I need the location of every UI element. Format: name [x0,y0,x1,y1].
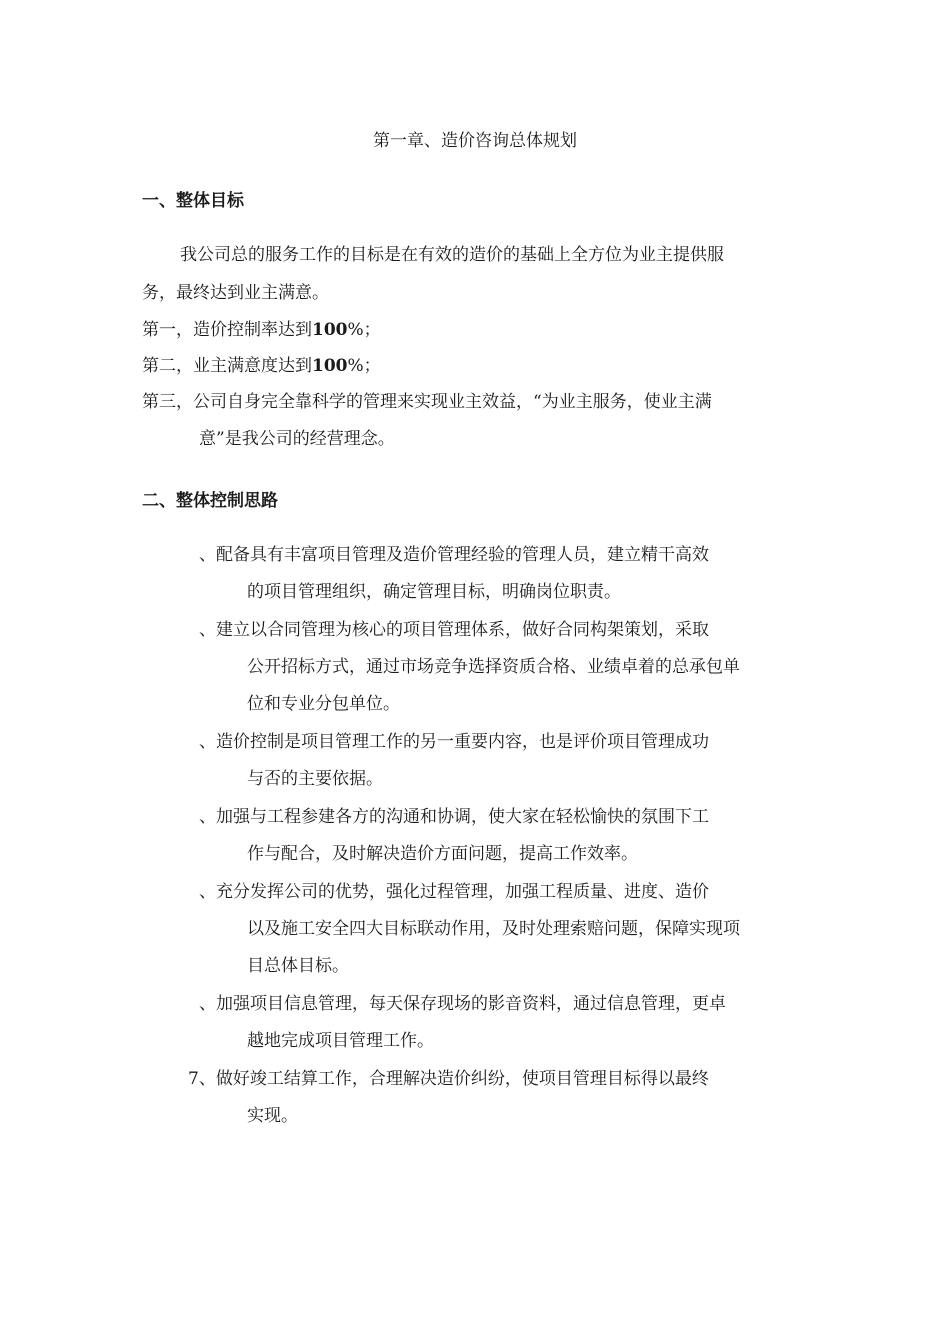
approach-item-7-line1: 7、做好竣工结算工作，合理解决造价纠纷，使项目管理目标得以最终 [188,1069,709,1089]
approach-item-1-line2: 的项目管理组织，确定管理目标，明确岗位职责。 [247,582,621,602]
approach-item-3-line1: 、造价控制是项目管理工作的另一重要内容，也是评价项目管理成功 [199,732,709,752]
goal-item-1-value: 100 [312,320,348,340]
goal-item-2-prefix: 第二，业主满意度达到 [142,356,312,376]
goal-item-1 [142,318,381,342]
approach-item-2-line1: 、建立以合同管理为核心的项目管理体系，做好合同构架策划，采取 [199,620,709,640]
approach-item-5-line1: 、充分发挥公司的优势，强化过程管理，加强工程质量、进度、造价 [199,882,709,902]
approach-item-7-line2: 实现。 [247,1106,298,1126]
approach-item-2-line3: 位和专业分包单位。 [247,694,400,714]
approach-item-2-line2: 公开招标方式，通过市场竞争选择资质合格、业绩卓着的总承包单 [247,657,740,677]
approach-item-6-line1: 、加强项目信息管理，每天保存现场的影音资料，通过信息管理，更卓 [199,994,726,1014]
approach-item-3-line2: 与否的主要依据。 [247,769,383,789]
section-heading-control-approach: 二、整体控制思路 [142,491,278,511]
goal-item-3-line2: 意”是我公司的经营理念。 [199,429,395,449]
intro-text-line2: 务，最终达到业主满意。 [142,283,329,303]
approach-item-5-line3: 目总体目标。 [247,956,349,976]
goal-item-1-prefix: 第一，造价控制率达到 [142,320,312,340]
intro-text-line1: 我公司总的服务工作的目标是在有效的造价的基础上全方位为业主提供服 [180,245,724,265]
chapter-title: 第一章、造价咨询总体规划 [373,131,577,151]
section-heading-overall-goal: 一、整体目标 [142,191,244,211]
approach-item-5-line2: 以及施工安全四大目标联动作用，及时处理索赔问题，保障实现项 [247,919,740,939]
goal-item-2-suffix: %； [347,356,381,376]
approach-item-1-line1: 、配备具有丰富项目管理及造价管理经验的管理人员，建立精干高效 [199,545,709,565]
approach-item-6-line2: 越地完成项目管理工作。 [247,1031,434,1051]
goal-item-3-line1: 第三，公司自身完全靠科学的管理来实现业主效益，“为业主服务，使业主满 [142,392,712,412]
goal-item-2-value: 100 [312,356,348,376]
approach-item-4-line2: 作与配合，及时解决造价方面问题，提高工作效率。 [247,844,638,864]
goal-item-1-suffix: %； [347,320,381,340]
goal-item-2 [142,354,381,378]
approach-item-4-line1: 、加强与工程参建各方的沟通和协调，使大家在轻松愉快的氛围下工 [199,807,709,827]
